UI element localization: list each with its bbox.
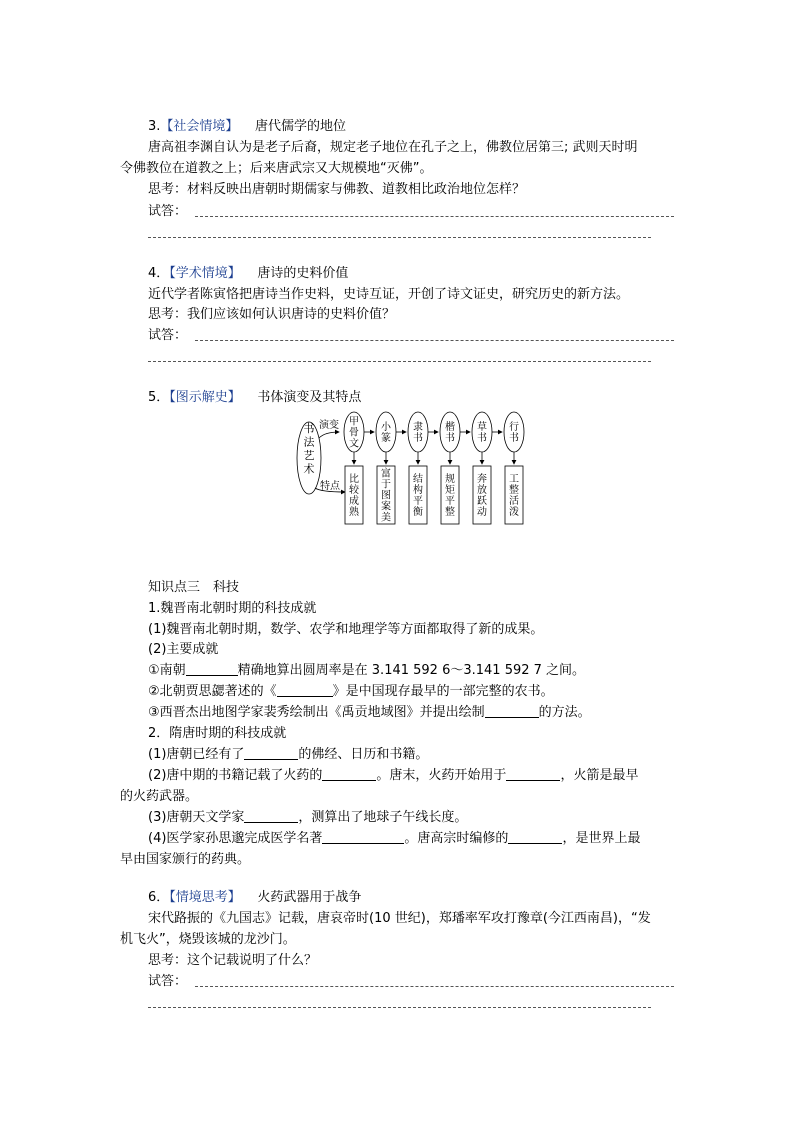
- feature-char: 整: [509, 485, 519, 496]
- text: ，是世界上最: [562, 831, 641, 846]
- feature-char: 案: [381, 501, 391, 513]
- list-item-continued: 的火药武器。: [120, 789, 199, 804]
- feature-label: 特点: [320, 481, 340, 492]
- script-char: 楷: [445, 422, 455, 433]
- question-line: 思考：这个记载说明了什么？: [148, 953, 318, 968]
- fill-blank[interactable]: [277, 682, 333, 697]
- text: ②北朝贾思勰著述的《: [148, 684, 277, 699]
- section-number: 4．: [148, 266, 170, 281]
- text: 的佛经、日历和书籍。: [298, 747, 429, 762]
- section-5-heading: [148, 388, 361, 408]
- list-item: (2)主要成就: [148, 642, 219, 657]
- list-item: [148, 829, 640, 849]
- feature-char: 于: [381, 479, 391, 491]
- answer-line[interactable]: [195, 986, 674, 987]
- text: 。唐末，火药开始用于: [376, 768, 507, 783]
- answer-row[interactable]: [148, 972, 674, 992]
- text: 的方法。: [538, 705, 591, 720]
- paragraph-line: 宋代路振的《九国志》记载，唐哀帝时(10 世纪)，郑璠率军攻打豫章(今江西南昌)，“发: [148, 911, 651, 926]
- feature-char: 平: [413, 496, 423, 507]
- paragraph-line: 机飞火”，烧毁该城的龙沙门。: [120, 932, 296, 947]
- fill-blank[interactable]: [244, 745, 298, 760]
- feature-char: 结: [413, 474, 423, 485]
- section-tag: 【学术情境】: [169, 266, 241, 281]
- answer-line[interactable]: [195, 340, 674, 341]
- feature-char: 矩: [445, 485, 455, 496]
- subheading: 2．隋唐时期的科技成就: [148, 726, 287, 741]
- script-char: 甲: [349, 416, 359, 428]
- feature-char: 图: [381, 490, 391, 502]
- paragraph-line: 唐高祖李渊自认为是老子后裔，规定老子地位在孔子之上，佛教位居第三; 武则天时明: [148, 140, 638, 155]
- list-item: (1)魏晋南北朝时期，数学、农学和地理学等方面都取得了新的成果。: [148, 622, 544, 637]
- text: ，火箭是最早: [560, 768, 639, 783]
- script-char: 隶: [413, 422, 423, 433]
- feature-char: 放: [477, 485, 487, 496]
- feature-char: 比: [349, 474, 359, 485]
- fill-blank[interactable]: [244, 808, 298, 823]
- section-3-heading: [148, 117, 346, 137]
- section-title: 书体演变及其特点: [257, 390, 362, 405]
- section-number: 3.: [148, 119, 161, 134]
- answer-label: 试答：: [148, 204, 188, 219]
- list-item: [148, 703, 591, 723]
- fill-blank[interactable]: [322, 829, 404, 844]
- text: ，测算出了地球子午线长度。: [298, 810, 468, 825]
- section-6-heading: [148, 888, 361, 908]
- script-char: 行: [509, 422, 519, 433]
- script-char: 骨: [349, 427, 359, 439]
- section-tag: 【图示解史】: [169, 390, 241, 405]
- section-number: 5．: [148, 390, 170, 405]
- fill-blank[interactable]: [508, 829, 562, 844]
- list-item: [148, 661, 585, 681]
- answer-label: 试答：: [148, 974, 188, 989]
- text: (1)唐朝已经有了: [148, 747, 245, 762]
- text: 》是中国现存最早的一部完整的农书。: [332, 684, 554, 699]
- script-char: 书: [445, 433, 455, 444]
- answer-label: 试答：: [148, 328, 188, 343]
- feature-char: 规: [445, 474, 455, 485]
- root-label-char: 书: [303, 422, 315, 435]
- feature-char: 泼: [509, 507, 519, 518]
- fill-blank[interactable]: [186, 661, 238, 676]
- feature-char: 平: [445, 496, 455, 507]
- evolve-arrow: [319, 432, 339, 438]
- list-item: [148, 766, 638, 786]
- text: 精确地算出圆周率是在 3.141 592 6～3.141 592 7 之间。: [237, 663, 586, 678]
- evolve-label: 演变: [319, 420, 339, 431]
- feature-char: 奔: [477, 474, 487, 485]
- script-char: 小: [381, 422, 391, 433]
- feature-char: 动: [477, 507, 487, 518]
- fill-blank[interactable]: [322, 766, 376, 781]
- root-label-char: 艺: [303, 449, 315, 462]
- list-item: [148, 808, 467, 828]
- feature-char: 衡: [413, 507, 423, 518]
- list-item: [148, 682, 554, 702]
- section-number: 6．: [148, 890, 170, 905]
- list-item: [148, 745, 428, 765]
- script-evolution-diagram: [295, 410, 530, 528]
- feature-char: 富: [381, 468, 391, 480]
- root-label-char: 法: [303, 435, 315, 449]
- answer-row[interactable]: [148, 202, 674, 222]
- answer-line-continued[interactable]: [148, 1007, 651, 1008]
- section-tag: 【情境思考】: [169, 890, 241, 905]
- list-item-continued: 早由国家颁行的药典。: [120, 852, 251, 867]
- feature-char: 工: [509, 474, 519, 485]
- question-line: 思考：材料反映出唐朝时期儒家与佛教、道教相比政治地位怎样？: [148, 182, 526, 197]
- script-char: 书: [413, 433, 423, 444]
- section-title: 唐诗的史料价值: [257, 266, 349, 281]
- text: ①南朝: [148, 663, 186, 678]
- script-char: 文: [349, 438, 359, 450]
- feature-char: 构: [413, 485, 423, 496]
- answer-line-continued[interactable]: [148, 361, 651, 362]
- paragraph-line: 近代学者陈寅恪把唐诗当作史料，史诗互证，开创了诗文证史，研究历史的新方法。: [148, 287, 630, 302]
- feature-char: 熟: [349, 507, 359, 518]
- feature-char: 美: [381, 512, 391, 524]
- answer-line[interactable]: [195, 216, 674, 217]
- answer-line-continued[interactable]: [148, 237, 651, 238]
- section-4-heading: [148, 264, 348, 284]
- script-char: 篆: [381, 433, 391, 444]
- text: ③西晋杰出地图学家裴秀绘制出《禹贡地域图》并提出绘制: [148, 705, 485, 720]
- section-tag: 【社会情境】: [160, 119, 239, 134]
- section-title: 唐代儒学的地位: [254, 119, 346, 134]
- knowledge-heading: 知识点三 科技: [148, 580, 240, 595]
- text: (3)唐朝天文学家: [148, 810, 245, 825]
- fill-blank[interactable]: [506, 766, 560, 781]
- script-char: 书: [477, 433, 487, 444]
- section-title: 火药武器用于战争: [257, 890, 362, 905]
- fill-blank[interactable]: [485, 703, 539, 718]
- feature-char: 整: [445, 507, 455, 518]
- feature-char: 较: [349, 485, 359, 496]
- question-line: 思考：我们应该如何认识唐诗的史料价值？: [148, 307, 396, 322]
- feature-char: 活: [509, 496, 519, 507]
- text: 。唐高宗时编修的: [404, 831, 509, 846]
- feature-char: 成: [349, 496, 359, 507]
- script-char: 草: [477, 422, 487, 433]
- feature-char: 跃: [477, 496, 487, 507]
- root-label-char: 术: [303, 462, 315, 476]
- text: (4)医学家孙思邈完成医学名著: [148, 831, 323, 846]
- text: (2)唐中期的书籍记载了火药的: [148, 768, 323, 783]
- script-char: 书: [509, 433, 519, 444]
- answer-row[interactable]: [148, 326, 674, 346]
- subheading: 1.魏晋南北朝时期的科技成就: [148, 601, 317, 616]
- paragraph-line: 令佛教位在道教之上；后来唐武宗又大规模地“灭佛”。: [120, 161, 433, 176]
